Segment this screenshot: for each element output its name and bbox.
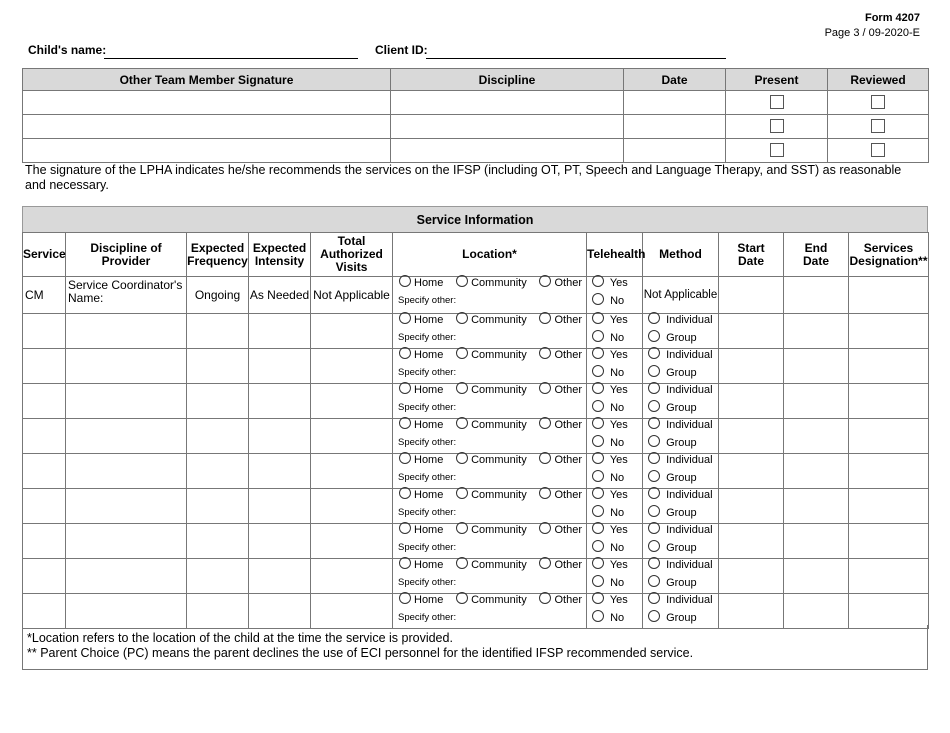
visits-cell[interactable]: [311, 314, 393, 349]
community-radio[interactable]: [456, 487, 468, 499]
present-checkbox[interactable]: [770, 143, 784, 157]
table-row: [23, 115, 929, 139]
other-radio[interactable]: [539, 452, 551, 464]
service-cell[interactable]: [23, 594, 66, 629]
method-individual-radio[interactable]: [648, 382, 660, 394]
telehealth-yes-radio[interactable]: [592, 417, 604, 429]
child-name-field[interactable]: [104, 58, 358, 59]
service-cell[interactable]: [23, 524, 66, 559]
telehealth-no-radio[interactable]: [592, 400, 604, 412]
provider-cell[interactable]: [66, 314, 187, 349]
telehealth-yes-radio[interactable]: [592, 487, 604, 499]
end-date-cell[interactable]: [784, 454, 849, 489]
visits-cell[interactable]: [311, 419, 393, 454]
home-radio[interactable]: [399, 382, 411, 394]
service-info-title: Service Information: [22, 206, 928, 232]
start-date-cell[interactable]: [719, 277, 784, 314]
frequency-cell[interactable]: [187, 594, 249, 629]
other-radio[interactable]: [539, 592, 551, 604]
end-date-cell[interactable]: [784, 489, 849, 524]
telehealth-no-radio[interactable]: [592, 575, 604, 587]
intensity-cell[interactable]: [249, 419, 311, 454]
specify-other-label[interactable]: Specify other:: [398, 472, 457, 483]
end-date-cell[interactable]: [784, 524, 849, 559]
table-row: [23, 314, 929, 349]
community-radio[interactable]: [456, 312, 468, 324]
end-date-cell[interactable]: [784, 559, 849, 594]
frequency-cell[interactable]: [187, 559, 249, 594]
telehealth-cell: Yes No: [587, 384, 643, 419]
method-group-radio[interactable]: [648, 330, 660, 342]
visits-cell[interactable]: [311, 524, 393, 559]
community-radio[interactable]: [456, 275, 468, 287]
telehealth-no-radio[interactable]: [592, 435, 604, 447]
reviewed-col-header: Reviewed: [828, 69, 929, 91]
designation-cell[interactable]: [849, 349, 929, 384]
frequency-cell[interactable]: [187, 349, 249, 384]
intensity-cell[interactable]: [249, 594, 311, 629]
specify-other-label[interactable]: Specify other:: [398, 577, 457, 588]
community-radio[interactable]: [456, 522, 468, 534]
method-group-radio[interactable]: [648, 575, 660, 587]
home-radio[interactable]: [399, 347, 411, 359]
end-date-cell[interactable]: [784, 277, 849, 314]
date-cell[interactable]: [624, 115, 726, 139]
telehealth-yes-radio[interactable]: [592, 312, 604, 324]
frequency-cell[interactable]: [187, 524, 249, 559]
method-group-radio[interactable]: [648, 610, 660, 622]
telehealth-yes-radio[interactable]: [592, 557, 604, 569]
intensity-col-header: Expected Intensity: [249, 233, 311, 277]
method-individual-radio[interactable]: [648, 452, 660, 464]
visits-cell: Not Applicable: [311, 277, 393, 314]
intensity-cell[interactable]: [249, 524, 311, 559]
other-radio[interactable]: [539, 275, 551, 287]
discipline-provider-col-header: Discipline of Provider: [66, 233, 187, 277]
intensity-cell[interactable]: [249, 454, 311, 489]
other-radio[interactable]: [539, 417, 551, 429]
specify-other-label[interactable]: Specify other:: [398, 295, 457, 306]
location-cell: Home Community Other Specify other:: [393, 277, 587, 314]
discipline-col-header: Discipline: [391, 69, 624, 91]
location-cell: Home Community Other Specify other:: [393, 419, 587, 454]
location-cell: Home Community Other Specify other:: [393, 314, 587, 349]
frequency-cell[interactable]: [187, 419, 249, 454]
method-cell: Individual Group: [643, 524, 719, 559]
provider-cell[interactable]: [66, 489, 187, 524]
table-row: [23, 559, 929, 594]
present-checkbox[interactable]: [770, 119, 784, 133]
telehealth-no-radio[interactable]: [592, 540, 604, 552]
location-cell: Home Community Other Specify other:: [393, 524, 587, 559]
end-date-col-header: End Date: [784, 233, 849, 277]
service-cell[interactable]: [23, 559, 66, 594]
intensity-cell[interactable]: [249, 489, 311, 524]
telehealth-no-radio[interactable]: [592, 330, 604, 342]
method-group-radio[interactable]: [648, 435, 660, 447]
footnotes: [22, 625, 928, 670]
provider-cell[interactable]: [66, 594, 187, 629]
method-col-header: Method: [643, 233, 719, 277]
community-radio[interactable]: [456, 382, 468, 394]
intensity-cell[interactable]: [249, 384, 311, 419]
visits-cell[interactable]: [311, 559, 393, 594]
service-cell[interactable]: [23, 349, 66, 384]
page-info: Page 3 / 09-2020-E: [824, 27, 920, 39]
intensity-cell[interactable]: [249, 314, 311, 349]
start-date-cell[interactable]: [719, 384, 784, 419]
home-radio[interactable]: [399, 275, 411, 287]
form-number: Form 4207: [864, 12, 920, 24]
other-radio[interactable]: [539, 312, 551, 324]
signature-cell[interactable]: [23, 91, 391, 115]
service-header-row: [23, 233, 929, 277]
service-cell[interactable]: [23, 454, 66, 489]
home-radio[interactable]: [399, 452, 411, 464]
specify-other-label[interactable]: Specify other:: [398, 402, 457, 413]
telehealth-yes-radio[interactable]: [592, 347, 604, 359]
home-radio[interactable]: [399, 487, 411, 499]
specify-other-label[interactable]: Specify other:: [398, 332, 457, 343]
method-cell: Individual Group: [643, 349, 719, 384]
designation-cell[interactable]: [849, 524, 929, 559]
provider-cell[interactable]: [66, 419, 187, 454]
home-radio[interactable]: [399, 417, 411, 429]
telehealth-yes-radio[interactable]: [592, 382, 604, 394]
telehealth-cell: Yes No: [587, 559, 643, 594]
provider-cell[interactable]: [66, 524, 187, 559]
frequency-cell[interactable]: [187, 454, 249, 489]
service-col-header: Service: [23, 233, 66, 277]
frequency-cell[interactable]: [187, 489, 249, 524]
telehealth-yes-radio[interactable]: [592, 452, 604, 464]
start-date-cell[interactable]: [719, 559, 784, 594]
start-date-col-header: Start Date: [719, 233, 784, 277]
other-radio[interactable]: [539, 487, 551, 499]
present-checkbox[interactable]: [770, 95, 784, 109]
frequency-cell[interactable]: [187, 314, 249, 349]
signature-cell[interactable]: [23, 115, 391, 139]
method-group-radio[interactable]: [648, 400, 660, 412]
service-cell[interactable]: [23, 314, 66, 349]
provider-cell[interactable]: [66, 454, 187, 489]
telehealth-yes-radio[interactable]: [592, 522, 604, 534]
method-cell: Individual Group: [643, 384, 719, 419]
signature-table: [22, 68, 929, 163]
method-cell: Individual Group: [643, 559, 719, 594]
designation-col-header: Services Designation**: [849, 233, 929, 277]
date-cell[interactable]: [624, 139, 726, 163]
client-id-field[interactable]: [426, 58, 726, 59]
service-cell[interactable]: [23, 489, 66, 524]
telehealth-no-radio[interactable]: [592, 470, 604, 482]
telehealth-cell: Yes No: [587, 349, 643, 384]
designation-cell[interactable]: [849, 419, 929, 454]
method-group-radio[interactable]: [648, 540, 660, 552]
provider-cell[interactable]: [66, 349, 187, 384]
telehealth-yes-radio[interactable]: [592, 592, 604, 604]
signature-cell[interactable]: [23, 139, 391, 163]
other-radio[interactable]: [539, 557, 551, 569]
date-cell[interactable]: [624, 91, 726, 115]
community-radio[interactable]: [456, 452, 468, 464]
lpha-note: The signature of the LPHA indicates he/she recommends the services on the IFSP (including OT, PT, Speech and Language Therapy, and SST) as reasonable and necessary.: [25, 163, 902, 192]
designation-cell[interactable]: [849, 594, 929, 629]
visits-col-header: Total Authorized Visits: [311, 233, 393, 277]
method-group-radio[interactable]: [648, 505, 660, 517]
intensity-cell: As Needed: [249, 277, 311, 314]
table-row: [23, 91, 929, 115]
telehealth-cell: Yes No: [587, 419, 643, 454]
location-cell: Home Community Other Specify other:: [393, 384, 587, 419]
location-cell: Home Community Other Specify other:: [393, 594, 587, 629]
table-row: [23, 277, 929, 314]
discipline-cell[interactable]: [391, 139, 624, 163]
parent-choice-footnote: ** Parent Choice (PC) means the parent declines the use of ECI personnel for the identified IFSP recommended service.: [27, 646, 694, 660]
frequency-cell[interactable]: [187, 384, 249, 419]
service-cell: CM: [23, 277, 66, 314]
home-radio[interactable]: [399, 592, 411, 604]
start-date-cell[interactable]: [719, 314, 784, 349]
telehealth-cell: Yes No: [587, 594, 643, 629]
community-radio[interactable]: [456, 417, 468, 429]
method-cell: Individual Group: [643, 454, 719, 489]
table-row: [23, 419, 929, 454]
signature-col-header: Other Team Member Signature: [23, 69, 391, 91]
location-footnote: *Location refers to the location of the child at the time the service is provided.: [27, 631, 453, 645]
home-radio[interactable]: [399, 557, 411, 569]
visits-cell[interactable]: [311, 454, 393, 489]
telehealth-cell: Yes No: [587, 524, 643, 559]
other-radio[interactable]: [539, 347, 551, 359]
method-individual-radio[interactable]: [648, 557, 660, 569]
method-cell: Individual Group: [643, 489, 719, 524]
table-row: [23, 454, 929, 489]
end-date-cell[interactable]: [784, 384, 849, 419]
home-radio[interactable]: [399, 312, 411, 324]
intensity-cell[interactable]: [249, 559, 311, 594]
telehealth-cell: Yes No: [587, 277, 643, 314]
location-cell: Home Community Other Specify other:: [393, 559, 587, 594]
designation-cell[interactable]: [849, 277, 929, 314]
table-row: [23, 594, 929, 629]
table-row: [23, 139, 929, 163]
provider-cell[interactable]: [66, 559, 187, 594]
designation-cell[interactable]: [849, 314, 929, 349]
visits-cell[interactable]: [311, 349, 393, 384]
date-col-header: Date: [624, 69, 726, 91]
signature-header-row: [23, 69, 929, 91]
telehealth-no-radio[interactable]: [592, 610, 604, 622]
reviewed-checkbox[interactable]: [871, 95, 885, 109]
method-group-radio[interactable]: [648, 470, 660, 482]
other-radio[interactable]: [539, 522, 551, 534]
method-individual-radio[interactable]: [648, 312, 660, 324]
other-radio[interactable]: [539, 382, 551, 394]
telehealth-no-radio[interactable]: [592, 505, 604, 517]
community-radio[interactable]: [456, 347, 468, 359]
start-date-cell[interactable]: [719, 489, 784, 524]
specify-other-label[interactable]: Specify other:: [398, 507, 457, 518]
specify-other-label[interactable]: Specify other:: [398, 612, 457, 623]
present-col-header: Present: [726, 69, 828, 91]
location-cell: Home Community Other Specify other:: [393, 489, 587, 524]
method-individual-radio[interactable]: [648, 487, 660, 499]
specify-other-label[interactable]: Specify other:: [398, 437, 457, 448]
community-radio[interactable]: [456, 592, 468, 604]
method-individual-radio[interactable]: [648, 522, 660, 534]
table-row: [23, 524, 929, 559]
frequency-cell: Ongoing: [187, 277, 249, 314]
start-date-cell[interactable]: [719, 524, 784, 559]
visits-cell[interactable]: [311, 594, 393, 629]
telehealth-cell: Yes No: [587, 454, 643, 489]
method-individual-radio[interactable]: [648, 592, 660, 604]
designation-cell[interactable]: [849, 384, 929, 419]
service-cell[interactable]: [23, 419, 66, 454]
visits-cell[interactable]: [311, 384, 393, 419]
visits-cell[interactable]: [311, 489, 393, 524]
service-table: [22, 232, 929, 629]
method-cell: Not Applicable: [643, 277, 719, 314]
telehealth-cell: Yes No: [587, 489, 643, 524]
table-row: [23, 384, 929, 419]
table-row: [23, 489, 929, 524]
discipline-cell[interactable]: [391, 115, 624, 139]
telehealth-yes-radio[interactable]: [592, 275, 604, 287]
frequency-col-header: Expected Frequency: [187, 233, 249, 277]
designation-cell[interactable]: [849, 559, 929, 594]
start-date-cell[interactable]: [719, 454, 784, 489]
end-date-cell[interactable]: [784, 419, 849, 454]
home-radio[interactable]: [399, 522, 411, 534]
designation-cell[interactable]: [849, 454, 929, 489]
method-cell: Individual Group: [643, 314, 719, 349]
child-name-label: Child's name:: [28, 43, 107, 57]
start-date-cell[interactable]: [719, 349, 784, 384]
intensity-cell[interactable]: [249, 349, 311, 384]
location-col-header: Location*: [393, 233, 587, 277]
provider-cell[interactable]: Service Coordinator's Name:: [66, 277, 187, 314]
telehealth-col-header: Telehealth: [587, 233, 643, 277]
location-cell: Home Community Other Specify other:: [393, 349, 587, 384]
discipline-cell[interactable]: [391, 91, 624, 115]
community-radio[interactable]: [456, 557, 468, 569]
method-cell: Individual Group: [643, 419, 719, 454]
method-individual-radio[interactable]: [648, 417, 660, 429]
reviewed-checkbox[interactable]: [871, 119, 885, 133]
designation-cell[interactable]: [849, 489, 929, 524]
reviewed-checkbox[interactable]: [871, 143, 885, 157]
table-row: [23, 349, 929, 384]
provider-cell[interactable]: [66, 384, 187, 419]
method-cell: Individual Group: [643, 594, 719, 629]
telehealth-cell: Yes No: [587, 314, 643, 349]
client-id-label: Client ID:: [375, 43, 428, 57]
location-cell: Home Community Other Specify other:: [393, 454, 587, 489]
start-date-cell[interactable]: [719, 419, 784, 454]
specify-other-label[interactable]: Specify other:: [398, 367, 457, 378]
telehealth-no-radio[interactable]: [592, 293, 604, 305]
specify-other-label[interactable]: Specify other:: [398, 542, 457, 553]
method-individual-radio[interactable]: [648, 347, 660, 359]
service-cell[interactable]: [23, 384, 66, 419]
end-date-cell[interactable]: [784, 314, 849, 349]
method-group-radio[interactable]: [648, 365, 660, 377]
end-date-cell[interactable]: [784, 594, 849, 629]
telehealth-no-radio[interactable]: [592, 365, 604, 377]
end-date-cell[interactable]: [784, 349, 849, 384]
start-date-cell[interactable]: [719, 594, 784, 629]
